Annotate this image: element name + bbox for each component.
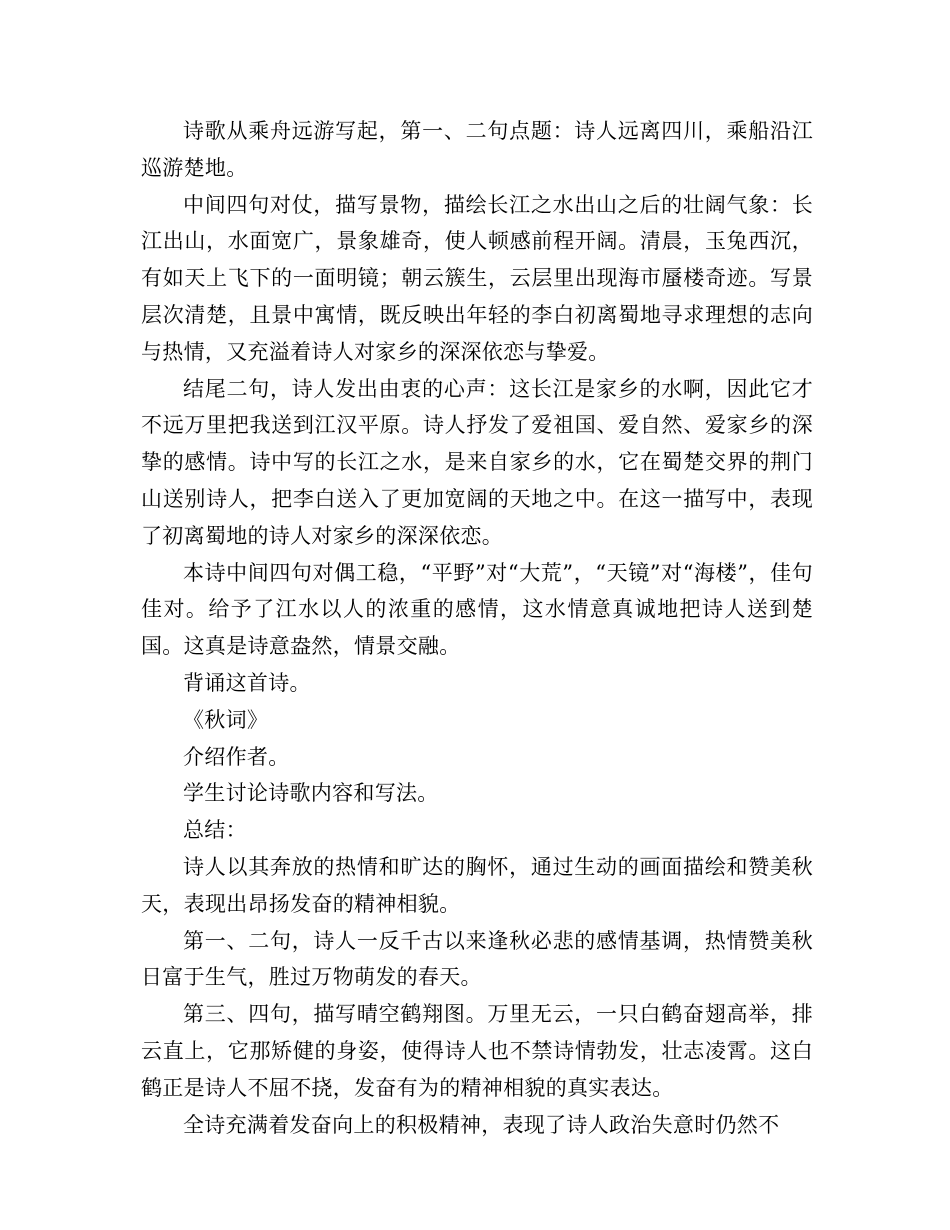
paragraph: 第一、二句，诗人一反千古以来逢秋必悲的感情基调，热情赞美秋日富于生气，胜过万物萌发的春天。 bbox=[141, 928, 813, 990]
paragraph: 诗人以其奔放的热情和旷达的胸怀，通过生动的画面描绘和赞美秋天，表现出昂扬发奋的精神相貌。 bbox=[141, 854, 813, 916]
summary-heading: 总结： bbox=[183, 818, 247, 843]
paragraph: 诗歌从乘舟远游写起，第一、二句点题：诗人远离四川，乘船沿江巡游楚地。 bbox=[141, 119, 813, 180]
poem-title: 《秋词》 bbox=[183, 707, 269, 732]
paragraph: 背诵这首诗。 bbox=[183, 670, 311, 695]
paragraph: 中间四句对仗，描写景物，描绘长江之水出山之后的壮阔气象：长江出山，水面宽广，景象雄奇，使人顿感前程开阔。清晨，玉兔西沉，有如天上飞下的一面明镜；朝云簇生，云层里出现海市蜃楼奇迹。写景层次清楚，且景中寓情，既反映出年轻的李白初离蜀地寻求理想的志向与热情，又充溢着诗人对家乡的深深依恋与挚爱。 bbox=[141, 192, 813, 364]
paragraph: 第三、四句，描写晴空鹤翔图。万里无云，一只白鹤奋翅高举，排云直上，它那矫健的身姿，使得诗人也不禁诗情勃发，壮志凌霄。这白鹤正是诗人不屈不挠，发奋有为的精神相貌的真实表达。 bbox=[141, 1002, 813, 1100]
paragraph: 结尾二句，诗人发出由衷的心声：这长江是家乡的水啊，因此它才不远万里把我送到江汉平原。诗人抒发了爱祖国、爱自然、爱家乡的深挚的感情。诗中写的长江之水，是来自家乡的水，它在蜀楚交界的荆门山送别诗人，把李白送入了更加宽阔的天地之中。在这一描写中，表现了初离蜀地的诗人对家乡的深深依恋。 bbox=[141, 376, 813, 548]
paragraph: 全诗充满着发奋向上的积极精神，表现了诗人政治失意时仍然不 bbox=[183, 1112, 780, 1137]
paragraph: 学生讨论诗歌内容和写法。 bbox=[183, 781, 439, 806]
paragraph: 本诗中间四句对偶工稳，“平野”对“大荒”，“天镜”对“海楼”，佳句佳对。给予了江水以人的浓重的感情，这水情意真诚地把诗人送到楚国。这真是诗意盎然，情景交融。 bbox=[141, 560, 813, 659]
paragraph: 介绍作者。 bbox=[183, 744, 290, 769]
body-text bbox=[141, 113, 813, 1143]
